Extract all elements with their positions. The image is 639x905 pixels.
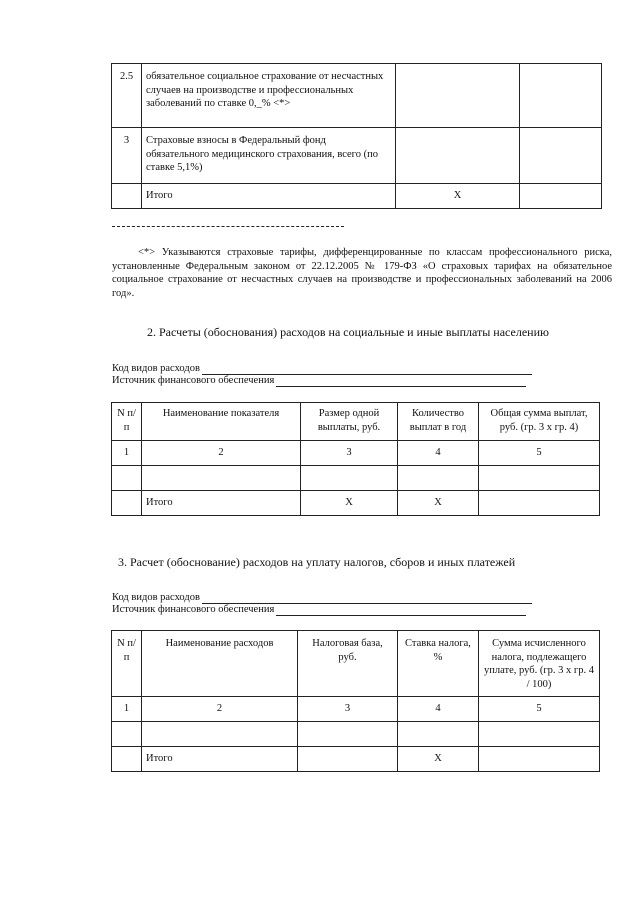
col-number: 5 — [479, 697, 600, 722]
table-row-total — [112, 747, 600, 772]
cell — [479, 747, 600, 772]
cell — [298, 747, 398, 772]
col-number: 3 — [298, 697, 398, 722]
row-number: 3 — [112, 128, 142, 184]
row-number: 2.5 — [112, 64, 142, 128]
table-row-total — [112, 184, 602, 209]
row-value — [396, 128, 520, 184]
table-header-row — [112, 403, 600, 441]
table-number-row — [112, 697, 600, 722]
cell — [112, 491, 142, 516]
col-header: N п/п — [112, 403, 142, 441]
kod-label: Код видов расходов — [112, 363, 200, 374]
col-number: 4 — [398, 441, 479, 466]
table-insurance-contributions — [111, 63, 602, 209]
kod-field-3 — [112, 592, 532, 604]
col-number: 5 — [479, 441, 600, 466]
col-header: Сумма исчисленного налога, подлежащего уплате, руб. (гр. 3 x гр. 4 / 100) — [479, 631, 600, 697]
cell: X — [398, 491, 479, 516]
table-social-payments — [111, 402, 600, 516]
col-header: Количество выплат в год — [398, 403, 479, 441]
cell — [112, 466, 142, 491]
col-header: Ставка налога, % — [398, 631, 479, 697]
kod-label: Код видов расходов — [112, 592, 200, 603]
cell: Итого — [142, 747, 298, 772]
row-value — [520, 184, 602, 209]
col-header: Налоговая база, руб. — [298, 631, 398, 697]
col-header: Размер одной выплаты, руб. — [301, 403, 398, 441]
col-number: 1 — [112, 697, 142, 722]
col-number: 1 — [112, 441, 142, 466]
source-label: Источник финансового обеспечения — [112, 604, 275, 615]
cell: Итого — [142, 491, 301, 516]
cell — [142, 722, 298, 747]
row-value — [520, 64, 602, 128]
cell — [301, 466, 398, 491]
table-row — [112, 722, 600, 747]
table-taxes — [111, 630, 600, 772]
source-field-3 — [112, 604, 526, 616]
section-2-heading: 2. Расчеты (обоснования) расходов на социальные и иные выплаты населению — [147, 325, 549, 339]
col-number: 2 — [142, 441, 301, 466]
cell — [112, 747, 142, 772]
col-header: Наименование расходов — [142, 631, 298, 697]
section-3-heading: 3. Расчет (обоснование) расходов на уплату налогов, сборов и иных платежей — [118, 555, 516, 569]
source-field-2 — [112, 375, 526, 387]
source-label: Источник финансового обеспечения — [112, 375, 275, 386]
col-header: Наименование показателя — [142, 403, 301, 441]
col-number: 4 — [398, 697, 479, 722]
row-name: Итого — [142, 184, 396, 209]
row-name: обязательное социальное страхование от несчастных случаев на производстве и профессиональных заболеваний по ставке 0,_% <*> — [142, 64, 396, 128]
source-input-line — [276, 376, 526, 387]
row-value — [520, 128, 602, 184]
row-value: X — [396, 184, 520, 209]
cell — [398, 722, 479, 747]
table-number-row — [112, 441, 600, 466]
table-row — [112, 64, 602, 128]
footnote: <*> Указываются страховые тарифы, дифференцированные по классам профессионального риска, установленные Федеральным законом от 22.12.2005 № 179-ФЗ «О страховых тарифах на обязательное социальное страхование от несчастных случаев на производстве и профессиональных заболеваний на 2006 год». — [112, 247, 612, 299]
row-number — [112, 184, 142, 209]
table-row — [112, 128, 602, 184]
source-input-line — [276, 605, 526, 616]
table-row-total — [112, 491, 600, 516]
table-header-row — [112, 631, 600, 697]
footnote-separator — [112, 226, 344, 227]
col-number: 3 — [301, 441, 398, 466]
cell — [142, 466, 301, 491]
kod-field-2 — [112, 363, 532, 375]
kod-input-line — [202, 593, 532, 604]
cell — [479, 491, 600, 516]
col-header: Общая сумма выплат, руб. (гр. 3 x гр. 4) — [479, 403, 600, 441]
cell — [298, 722, 398, 747]
col-number: 2 — [142, 697, 298, 722]
row-name: Страховые взносы в Федеральный фонд обязательного медицинского страхования, всего (по ставке 5,1%) — [142, 128, 396, 184]
cell — [479, 466, 600, 491]
cell: X — [398, 747, 479, 772]
cell — [479, 722, 600, 747]
cell: X — [301, 491, 398, 516]
col-header: N п/п — [112, 631, 142, 697]
kod-input-line — [202, 364, 532, 375]
row-value — [396, 64, 520, 128]
cell — [398, 466, 479, 491]
table-row — [112, 466, 600, 491]
cell — [112, 722, 142, 747]
